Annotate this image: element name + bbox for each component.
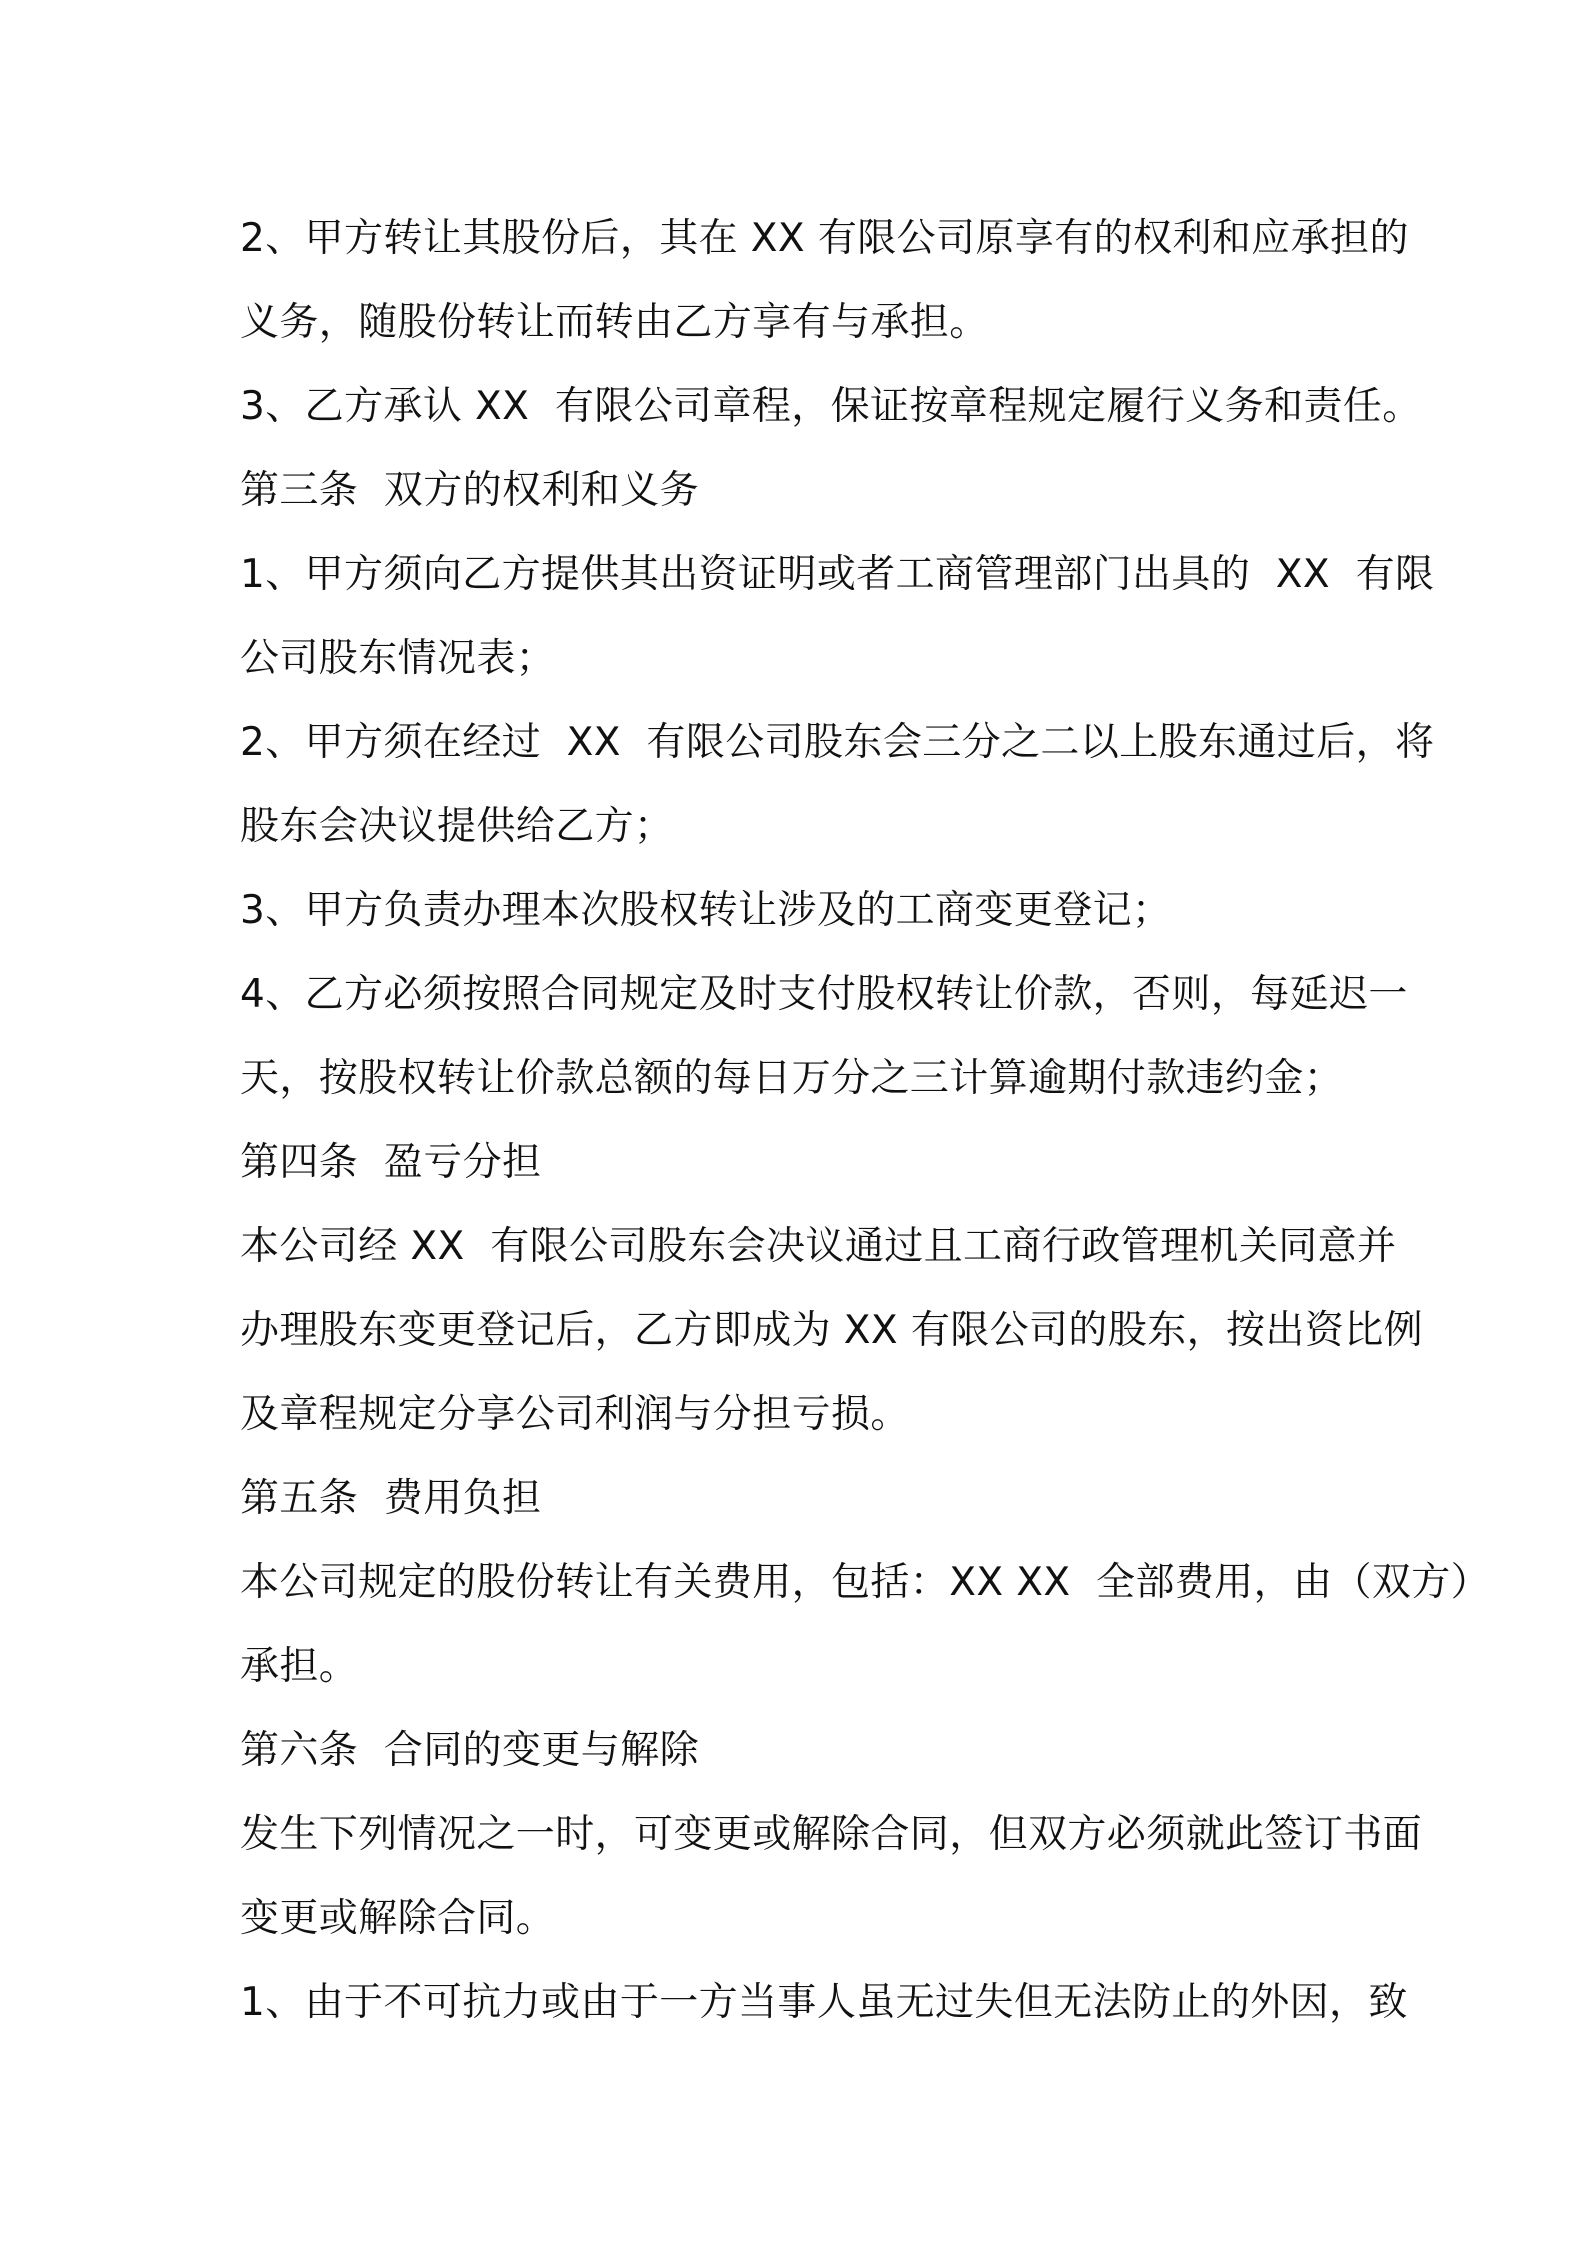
text-line: 本公司规定的股份转让有关费用，包括：XX XX 全部费用，由（双方） — [240, 1560, 1491, 1605]
text-line: 义务，随股份转让而转由乙方享有与承担。 — [240, 300, 989, 345]
text-line: 承担。 — [240, 1644, 359, 1689]
section-heading: 第四条 盈亏分担 — [240, 1140, 542, 1185]
text-line: 公司股东情况表； — [240, 636, 556, 681]
document-body — [240, 197, 1491, 2045]
text-line: 本公司经 XX 有限公司股东会决议通过且工商行政管理机关同意并 — [240, 1224, 1397, 1269]
text-line: 2、甲方须在经过 XX 有限公司股东会三分之二以上股东通过后，将 — [240, 720, 1435, 765]
section-heading: 第三条 双方的权利和义务 — [240, 468, 699, 513]
text-line: 股东会决议提供给乙方； — [240, 804, 674, 849]
text-line: 变更或解除合同。 — [240, 1896, 556, 1941]
text-line: 2、甲方转让其股份后，其在 XX 有限公司原享有的权利和应承担的 — [240, 216, 1409, 261]
section-heading: 第五条 费用负担 — [240, 1476, 542, 1521]
text-line: 4、乙方必须按照合同规定及时支付股权转让价款，否则，每延迟一 — [240, 972, 1408, 1017]
text-line: 1、由于不可抗力或由于一方当事人虽无过失但无法防止的外因，致 — [240, 1980, 1408, 2025]
text-line: 3、乙方承认 XX 有限公司章程，保证按章程规定履行义务和责任。 — [240, 384, 1422, 429]
text-line: 1、甲方须向乙方提供其出资证明或者工商管理部门出具的 XX 有限 — [240, 552, 1435, 597]
section-heading: 第六条 合同的变更与解除 — [240, 1728, 699, 1773]
text-line: 发生下列情况之一时，可变更或解除合同，但双方必须就此签订书面 — [240, 1812, 1423, 1857]
text-line: 天，按股权转让价款总额的每日万分之三计算逾期付款违约金； — [240, 1056, 1344, 1101]
text-line: 办理股东变更登记后，乙方即成为 XX 有限公司的股东，按出资比例 — [240, 1308, 1424, 1353]
text-line: 3、甲方负责办理本次股权转让涉及的工商变更登记； — [240, 888, 1172, 933]
text-line: 及章程规定分享公司利润与分担亏损。 — [240, 1392, 910, 1437]
